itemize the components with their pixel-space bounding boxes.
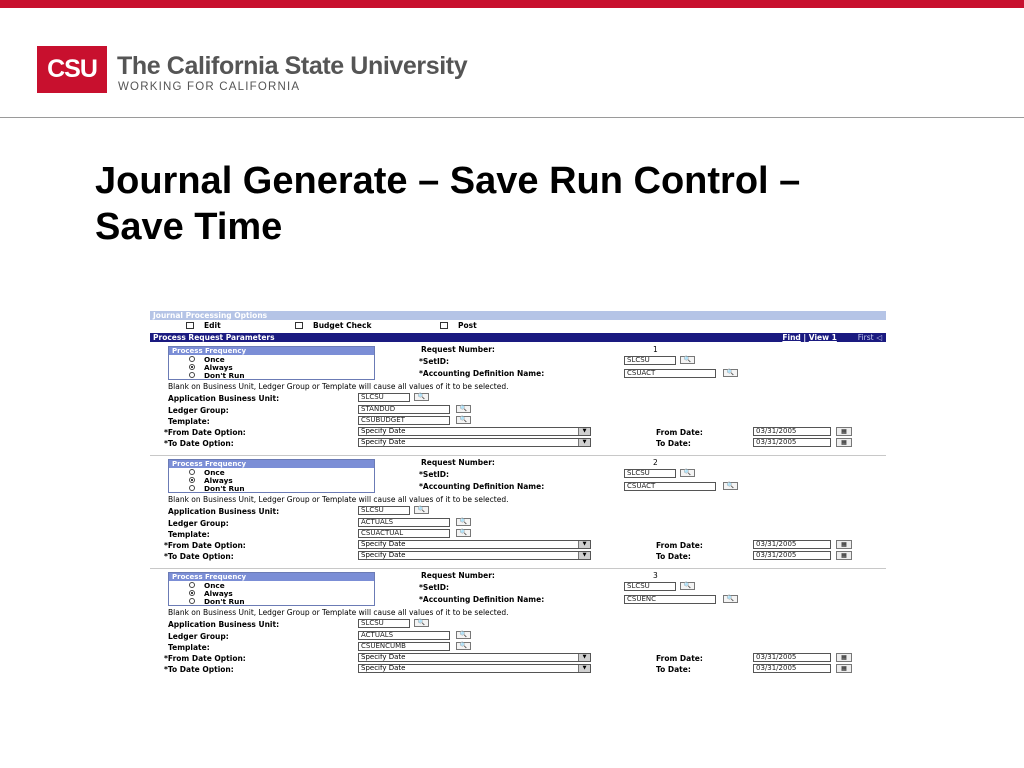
ledger-group-input[interactable]: ACTUALS bbox=[358, 631, 450, 640]
to-date-option-select[interactable]: Specify Date ▼ bbox=[358, 438, 591, 447]
from-date-option-select[interactable]: Specify Date ▼ bbox=[358, 427, 591, 436]
from-date-input[interactable]: 03/31/2005 bbox=[753, 427, 831, 436]
dont-run-radio[interactable] bbox=[189, 485, 195, 491]
setid-lookup-icon[interactable]: 🔍 bbox=[680, 582, 695, 590]
template-input[interactable]: CSUBUDGET bbox=[358, 416, 450, 425]
setid-label: *SetID: bbox=[419, 357, 450, 366]
chevron-down-icon: ▼ bbox=[578, 439, 590, 446]
calendar-icon[interactable]: ▦ bbox=[836, 653, 852, 662]
template-lookup-icon[interactable]: 🔍 bbox=[456, 416, 471, 424]
frequency-always[interactable]: Always bbox=[189, 476, 233, 485]
view-link[interactable]: View 1 bbox=[808, 333, 837, 342]
accounting-definition-label: *Accounting Definition Name: bbox=[419, 595, 545, 604]
template-label: Template: bbox=[168, 643, 210, 652]
blank-note: Blank on Business Unit, Ledger Group or Template will cause all values of it to be selected. bbox=[168, 382, 509, 391]
ledger-group-label: Ledger Group: bbox=[168, 406, 229, 415]
template-input[interactable]: CSUACTUAL bbox=[358, 529, 450, 538]
csu-logo: CSU bbox=[37, 46, 107, 93]
setid-label: *SetID: bbox=[419, 470, 450, 479]
request-number-label: Request Number: bbox=[421, 345, 495, 354]
setid-input[interactable]: SLCSU bbox=[624, 582, 676, 591]
to-date-option-select[interactable]: Specify Date ▼ bbox=[358, 551, 591, 560]
template-label: Template: bbox=[168, 530, 210, 539]
business-unit-input[interactable]: SLCSU bbox=[358, 506, 410, 515]
chevron-down-icon: ▼ bbox=[578, 665, 590, 672]
frequency-always[interactable]: Always bbox=[189, 363, 233, 372]
chevron-down-icon: ▼ bbox=[578, 552, 590, 559]
ledger-group-lookup-icon[interactable]: 🔍 bbox=[456, 631, 471, 639]
to-date-label: To Date: bbox=[656, 439, 691, 448]
slide-title bbox=[95, 158, 975, 250]
accounting-definition-input[interactable]: CSUACT bbox=[624, 369, 716, 378]
slide-title-line-1: Journal Generate – Save Run Control – bbox=[95, 160, 801, 202]
to-date-option-label: *To Date Option: bbox=[164, 665, 234, 674]
business-unit-input[interactable]: SLCSU bbox=[358, 393, 410, 402]
process-request-params-header: Process Request Parameters Find | View 1 First ◁ bbox=[150, 333, 886, 342]
from-date-label: From Date: bbox=[656, 541, 703, 550]
to-date-option-select[interactable]: Specify Date ▼ bbox=[358, 664, 591, 673]
template-input[interactable]: CSUENCUMB bbox=[358, 642, 450, 651]
from-date-input[interactable]: 03/31/2005 bbox=[753, 540, 831, 549]
top-accent-bar bbox=[0, 0, 1024, 8]
from-date-label: From Date: bbox=[656, 654, 703, 663]
logo-title: The California State University bbox=[117, 52, 468, 80]
frequency-dont-run[interactable]: Don't Run bbox=[189, 597, 245, 606]
always-radio[interactable] bbox=[189, 590, 195, 596]
business-unit-label: Application Business Unit: bbox=[168, 394, 280, 403]
from-date-option-select[interactable]: Specify Date ▼ bbox=[358, 653, 591, 662]
run-control-screenshot bbox=[150, 311, 886, 677]
setid-label: *SetID: bbox=[419, 583, 450, 592]
option-post[interactable]: Post bbox=[440, 321, 477, 331]
accounting-definition-lookup-icon[interactable]: 🔍 bbox=[723, 369, 738, 377]
business-unit-lookup-icon[interactable]: 🔍 bbox=[414, 506, 429, 514]
chevron-down-icon: ▼ bbox=[578, 428, 590, 435]
business-unit-label: Application Business Unit: bbox=[168, 507, 280, 516]
chevron-down-icon: ▼ bbox=[578, 541, 590, 548]
post-checkbox[interactable] bbox=[440, 322, 448, 329]
calendar-icon[interactable]: ▦ bbox=[836, 551, 852, 560]
request-number-value: 1 bbox=[653, 345, 658, 354]
option-edit[interactable]: Edit bbox=[186, 321, 221, 331]
frequency-once[interactable]: Once bbox=[189, 355, 225, 364]
to-date-option-label: *To Date Option: bbox=[164, 439, 234, 448]
slide-title-line-2: Save Time bbox=[95, 206, 283, 248]
ledger-group-input[interactable]: ACTUALS bbox=[358, 518, 450, 527]
option-budget-check[interactable]: Budget Check bbox=[295, 321, 371, 331]
request-block-2 bbox=[150, 457, 886, 567]
once-radio[interactable] bbox=[189, 582, 195, 588]
block-divider bbox=[150, 568, 886, 569]
edit-checkbox[interactable] bbox=[186, 322, 194, 329]
accounting-definition-input[interactable]: CSUACT bbox=[624, 482, 716, 491]
grid-navigation: Find | View 1 First ◁ bbox=[782, 333, 882, 342]
business-unit-lookup-icon[interactable]: 🔍 bbox=[414, 393, 429, 401]
request-number-label: Request Number: bbox=[421, 458, 495, 467]
to-date-label: To Date: bbox=[656, 552, 691, 561]
calendar-icon[interactable]: ▦ bbox=[836, 540, 852, 549]
journal-options-header: Journal Processing Options bbox=[150, 311, 886, 320]
to-date-input[interactable]: 03/31/2005 bbox=[753, 664, 831, 673]
from-date-option-label: *From Date Option: bbox=[164, 541, 246, 550]
business-unit-lookup-icon[interactable]: 🔍 bbox=[414, 619, 429, 627]
setid-input[interactable]: SLCSU bbox=[624, 356, 676, 365]
dont-run-radio[interactable] bbox=[189, 372, 195, 378]
ledger-group-lookup-icon[interactable]: 🔍 bbox=[456, 405, 471, 413]
from-date-input[interactable]: 03/31/2005 bbox=[753, 653, 831, 662]
business-unit-label: Application Business Unit: bbox=[168, 620, 280, 629]
frequency-dont-run[interactable]: Don't Run bbox=[189, 371, 245, 380]
setid-lookup-icon[interactable]: 🔍 bbox=[680, 469, 695, 477]
accounting-definition-input[interactable]: CSUENC bbox=[624, 595, 716, 604]
ledger-group-lookup-icon[interactable]: 🔍 bbox=[456, 518, 471, 526]
accounting-definition-label: *Accounting Definition Name: bbox=[419, 369, 545, 378]
process-frequency-group: Process Frequency Once Always Don't Run bbox=[168, 459, 375, 493]
request-number-value: 2 bbox=[653, 458, 658, 467]
to-date-input[interactable]: 03/31/2005 bbox=[753, 551, 831, 560]
request-block-1 bbox=[150, 344, 886, 454]
once-radio[interactable] bbox=[189, 469, 195, 475]
request-number-label: Request Number: bbox=[421, 571, 495, 580]
first-nav-icon[interactable]: ◁ bbox=[876, 333, 882, 342]
business-unit-input[interactable]: SLCSU bbox=[358, 619, 410, 628]
to-date-input[interactable]: 03/31/2005 bbox=[753, 438, 831, 447]
template-label: Template: bbox=[168, 417, 210, 426]
calendar-icon[interactable]: ▦ bbox=[836, 438, 852, 447]
process-frequency-group: Process Frequency Once Always Don't Run bbox=[168, 346, 375, 380]
from-date-label: From Date: bbox=[656, 428, 703, 437]
find-link[interactable]: Find bbox=[782, 333, 801, 342]
always-radio[interactable] bbox=[189, 477, 195, 483]
accounting-definition-lookup-icon[interactable]: 🔍 bbox=[723, 595, 738, 603]
setid-lookup-icon[interactable]: 🔍 bbox=[680, 356, 695, 364]
ledger-group-label: Ledger Group: bbox=[168, 519, 229, 528]
template-lookup-icon[interactable]: 🔍 bbox=[456, 529, 471, 537]
chevron-down-icon: ▼ bbox=[578, 654, 590, 661]
request-number-value: 3 bbox=[653, 571, 658, 580]
frequency-once[interactable]: Once bbox=[189, 581, 225, 590]
budget-check-checkbox[interactable] bbox=[295, 322, 303, 329]
frequency-dont-run[interactable]: Don't Run bbox=[189, 484, 245, 493]
to-date-option-label: *To Date Option: bbox=[164, 552, 234, 561]
first-link[interactable]: First bbox=[857, 333, 874, 342]
blank-note: Blank on Business Unit, Ledger Group or Template will cause all values of it to be selected. bbox=[168, 495, 509, 504]
ledger-group-label: Ledger Group: bbox=[168, 632, 229, 641]
logo-tagline: WORKING FOR CALIFORNIA bbox=[118, 81, 301, 93]
ledger-group-input[interactable]: STANDUD bbox=[358, 405, 450, 414]
request-block-3 bbox=[150, 570, 886, 677]
always-radio[interactable] bbox=[189, 364, 195, 370]
from-date-option-select[interactable]: Specify Date ▼ bbox=[358, 540, 591, 549]
from-date-option-label: *From Date Option: bbox=[164, 428, 246, 437]
frequency-always[interactable]: Always bbox=[189, 589, 233, 598]
to-date-label: To Date: bbox=[656, 665, 691, 674]
calendar-icon[interactable]: ▦ bbox=[836, 664, 852, 673]
blank-note: Blank on Business Unit, Ledger Group or Template will cause all values of it to be selected. bbox=[168, 608, 509, 617]
process-frequency-group: Process Frequency Once Always Don't Run bbox=[168, 572, 375, 606]
once-radio[interactable] bbox=[189, 356, 195, 362]
frequency-once[interactable]: Once bbox=[189, 468, 225, 477]
accounting-definition-lookup-icon[interactable]: 🔍 bbox=[723, 482, 738, 490]
setid-input[interactable]: SLCSU bbox=[624, 469, 676, 478]
header-divider bbox=[0, 117, 1024, 118]
from-date-option-label: *From Date Option: bbox=[164, 654, 246, 663]
dont-run-radio[interactable] bbox=[189, 598, 195, 604]
calendar-icon[interactable]: ▦ bbox=[836, 427, 852, 436]
template-lookup-icon[interactable]: 🔍 bbox=[456, 642, 471, 650]
block-divider bbox=[150, 455, 886, 456]
accounting-definition-label: *Accounting Definition Name: bbox=[419, 482, 545, 491]
